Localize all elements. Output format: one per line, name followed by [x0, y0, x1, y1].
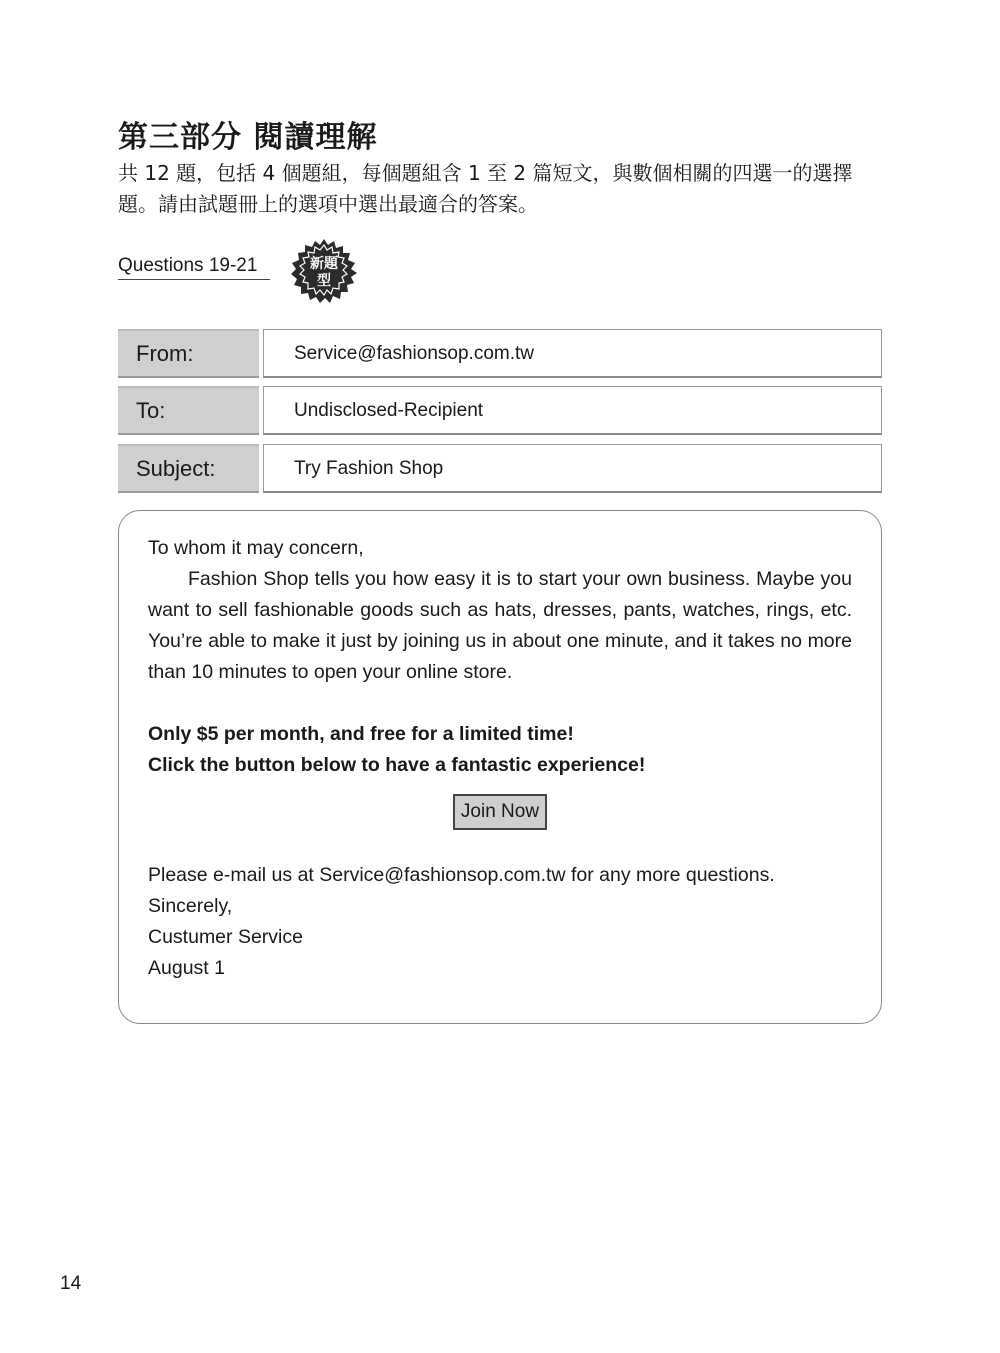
join-now-button[interactable]: Join Now	[453, 794, 547, 830]
subject-label: Subject:	[118, 444, 263, 493]
section-instructions: 共 12 題，包括 4 個題組，每個題組含 1 至 2 篇短文，與數個相關的四選一的選擇題。請由試題冊上的選項中選出最適合的答案。	[118, 161, 853, 216]
contact-line: Please e-mail us at Service@fashionsop.com.tw for any more questions.	[148, 864, 775, 886]
new-question-type-badge	[290, 238, 358, 304]
email-paragraph: Fashion Shop tells you how easy it is to start your own business. Maybe you want to sell fashionable goods such as hats, dresses, pants, watches, rings, etc. You’re able to make it just by joining us in about one minute, and it takes no more than 10 minutes to open your online store.	[148, 568, 852, 683]
email-date: August 1	[148, 957, 225, 979]
closing: Sincerely,	[148, 895, 233, 917]
email-subject-row	[118, 444, 882, 493]
from-value: Service@fashionsop.com.tw	[263, 329, 882, 378]
subject-value: Try Fashion Shop	[263, 444, 882, 493]
promo-line-1: Only $5 per month, and free for a limited time!	[148, 723, 574, 745]
email-body	[118, 510, 882, 1024]
page-number: 14	[60, 1273, 82, 1294]
section-title: 第三部分 閱讀理解	[118, 120, 378, 155]
promo-line-2: Click the button below to have a fantastic experience!	[148, 754, 646, 776]
email-greeting: To whom it may concern,	[148, 537, 364, 559]
email-from-row	[118, 329, 882, 378]
signature: Custumer Service	[148, 926, 303, 948]
badge-text-line1: 新題	[310, 256, 338, 272]
questions-label: Questions 19-21	[118, 255, 270, 280]
to-label: To:	[118, 386, 263, 435]
badge-text-line2: 型	[317, 273, 331, 289]
from-label: From:	[118, 329, 263, 378]
to-value: Undisclosed-Recipient	[263, 386, 882, 435]
email-to-row	[118, 386, 882, 435]
